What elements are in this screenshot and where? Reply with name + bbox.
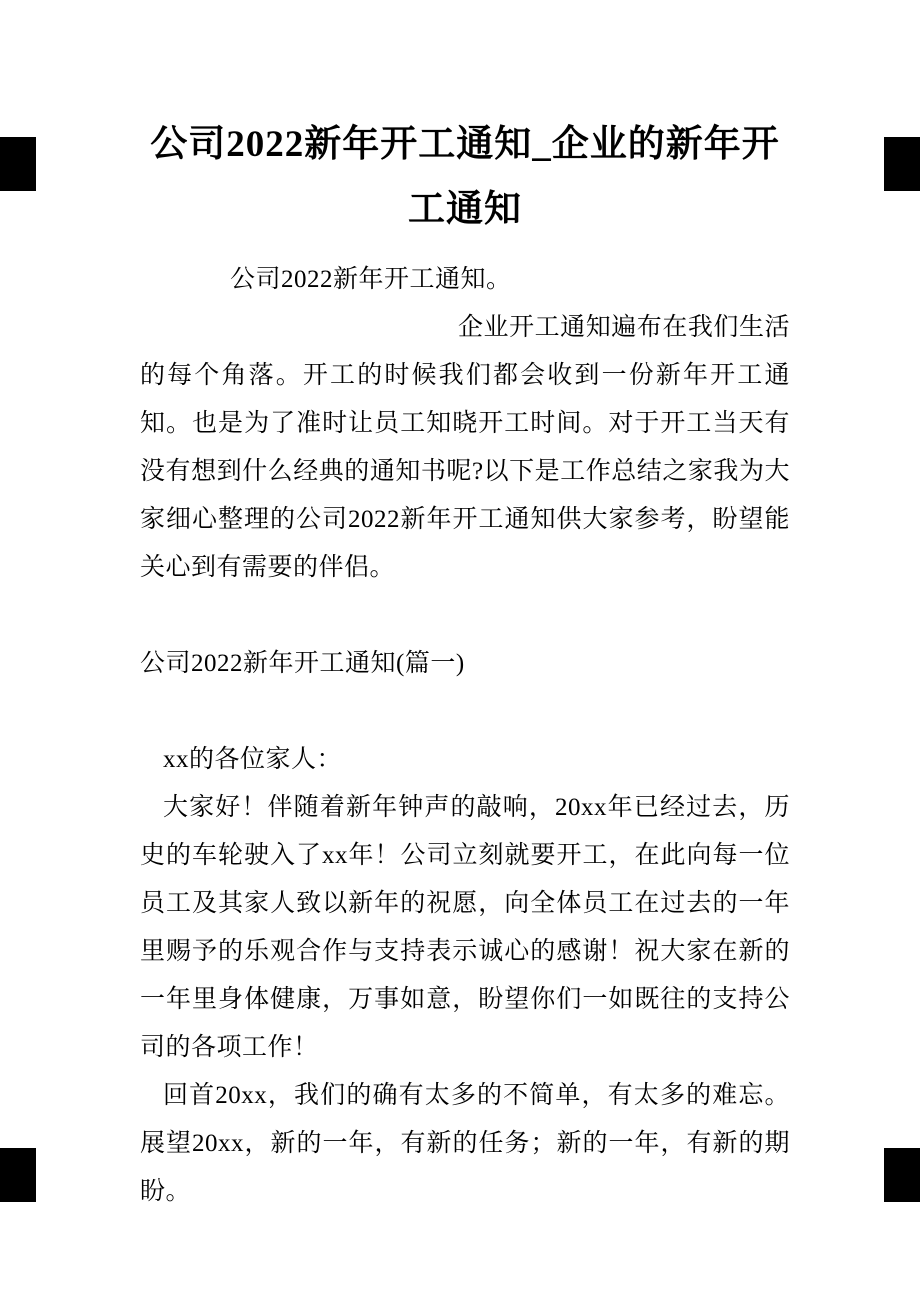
- corner-mark-top-right: [884, 137, 920, 191]
- paragraph-review: 回首20xx，我们的确有太多的不简单，有太多的难忘。展望20xx，新的一年，有新的任务；新的一年，有新的期盼。: [140, 1082, 790, 1205]
- paragraph-description: 企业开工通知遍布在我们生活的每个角落。开工的时候我们都会收到一份新年开工通知。也是为了准时让员工知晓开工时间。对于开工当天有没有想到什么经典的通知书呢?以下是工作总结之家我为大家细心整理的公司2022新年开工通知供大家参考，盼望能关心到有需要的伴侣。: [140, 314, 790, 581]
- paragraph-salutation: xx的各位家人：: [163, 746, 343, 773]
- document-title: 公司2022新年开工通知_企业的新年开工通知: [150, 124, 780, 230]
- corner-mark-bottom-right: [884, 1148, 920, 1202]
- corner-mark-bottom-left: [0, 1148, 36, 1202]
- paragraph-greeting: 大家好！伴随着新年钟声的敲响，20xx年已经过去，历史的车轮驶入了xx年！公司立刻就要开工，在此向每一位员工及其家人致以新年的祝愿，向全体员工在过去的一年里赐予的乐观合作与支持表示诚心的感谢！祝大家在新的一年里身体健康，万事如意，盼望你们一如既往的支持公司的各项工作！: [140, 794, 790, 1061]
- corner-mark-top-left: [0, 137, 36, 191]
- paragraph-intro: 公司2022新年开工通知。: [230, 266, 512, 293]
- section-heading-part-one: 公司2022新年开工通知(篇一): [140, 650, 465, 677]
